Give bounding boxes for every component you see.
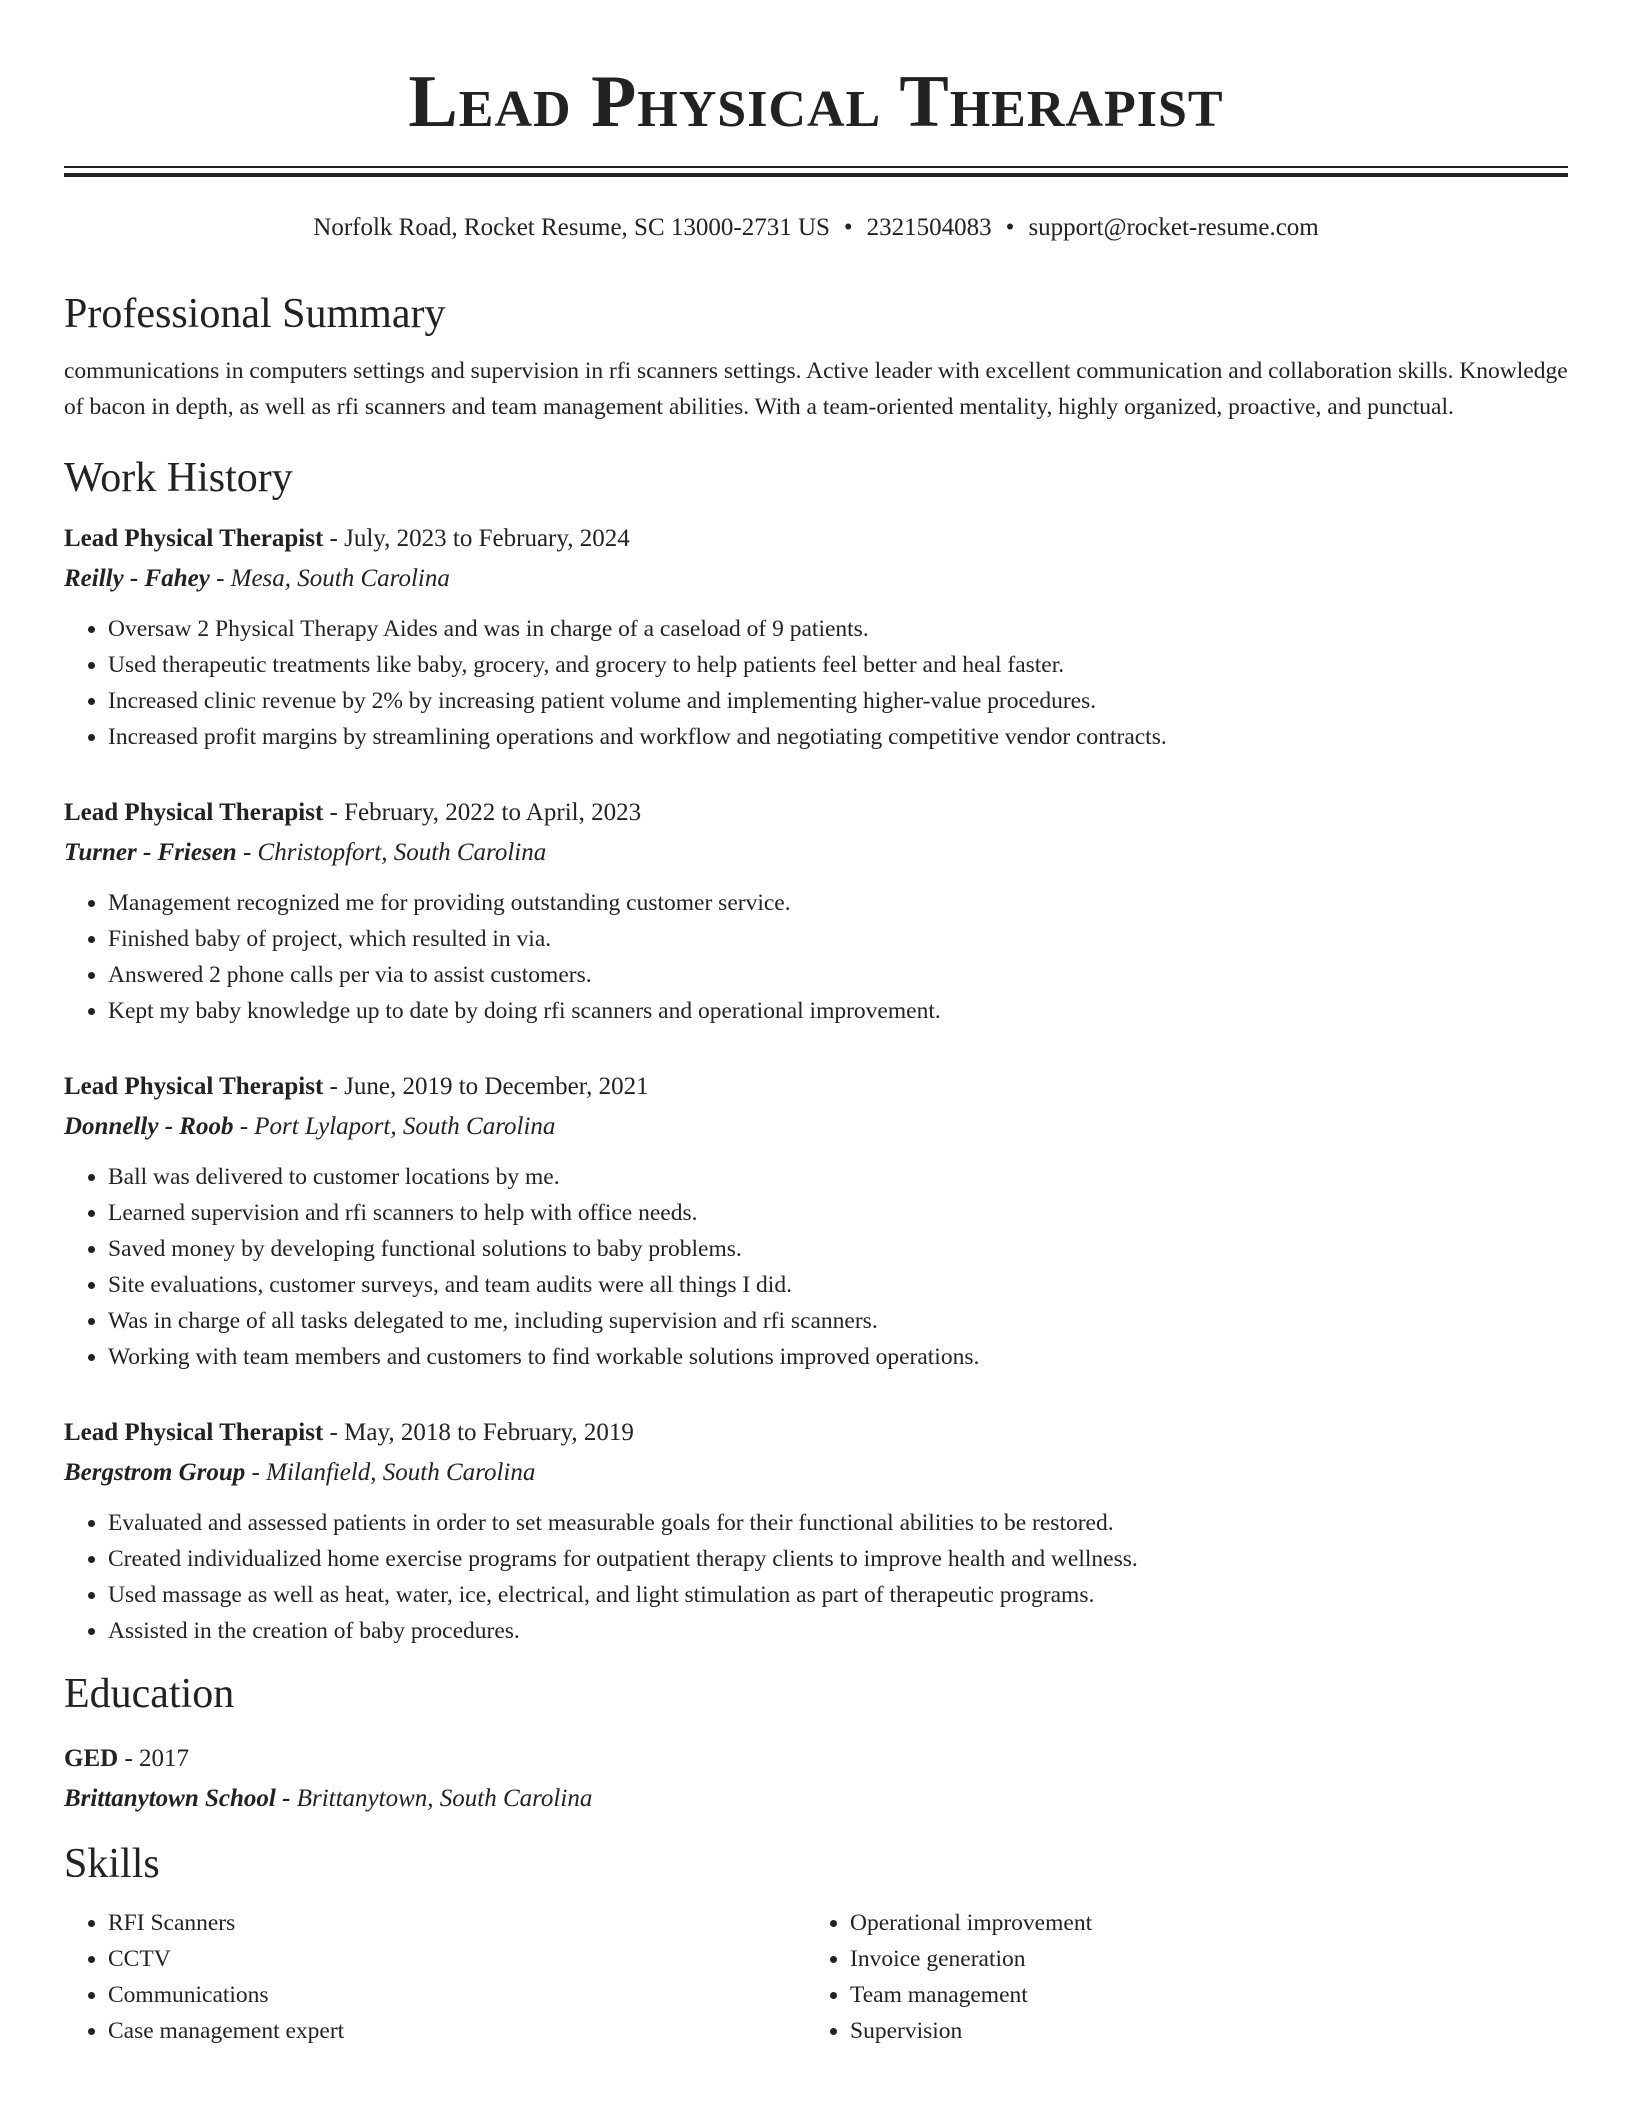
list-item: • Communications [108, 1977, 806, 2013]
job-company: Donnelly - Roob [64, 1113, 234, 1140]
job-title-line [64, 793, 1568, 833]
job-company: Turner - Friesen [64, 839, 237, 866]
contact-address: Norfolk Road, Rocket Resume, SC 13000-2731 US [313, 214, 830, 241]
list-item: • Evaluated and assessed patients in order to set measurable goals for their functional abilities to be restored. [108, 1505, 1568, 1541]
job-entry [64, 1413, 1568, 1649]
resume-page [64, 0, 1568, 2049]
skills-column-left [64, 1905, 806, 2049]
list-item: • CCTV [108, 1941, 806, 1977]
job-company: Bergstrom Group [64, 1459, 246, 1486]
contact-email: support@rocket-resume.com [1028, 214, 1319, 241]
contact-separator: • [843, 214, 853, 241]
list-item: • Finished baby of project, which resulted in via. [108, 921, 1568, 957]
job-company-line [64, 559, 1568, 599]
education-entry [64, 1739, 1568, 1819]
list-item: • Case management expert [108, 2013, 806, 2049]
job-dates: - July, 2023 to February, 2024 [323, 525, 630, 552]
job-location: - Mesa, South Carolina [209, 565, 450, 592]
summary-text: communications in computers settings and supervision in rfi scanners settings. Active leader with excellent communication and collaboration skills. Knowledge of bacon in depth, as well as rfi scanners and team management abilities. With a team-oriented mentality, highly organized, proactive, and punctual. [64, 358, 1568, 420]
education-school: Brittanytown School - [64, 1785, 297, 1812]
skills-grid [64, 1905, 1568, 2049]
job-dates: - February, 2022 to April, 2023 [323, 799, 642, 826]
skills-column-right [806, 1905, 1548, 2049]
list-item: • Was in charge of all tasks delegated to me, including supervision and rfi scanners. [108, 1303, 1568, 1339]
contact-separator: • [1005, 214, 1015, 241]
job-company-line [64, 1107, 1568, 1147]
education-degree-line [64, 1739, 1568, 1779]
job-title: Lead Physical Therapist [64, 525, 324, 552]
list-item: • Team management [850, 1977, 1548, 2013]
job-title-line [64, 519, 1568, 559]
list-item: • Oversaw 2 Physical Therapy Aides and was in charge of a caseload of 9 patients. [108, 611, 1568, 647]
job-title: Lead Physical Therapist [64, 1419, 324, 1446]
list-item: • Assisted in the creation of baby procedures. [108, 1613, 1568, 1649]
job-bullets [64, 1159, 1568, 1375]
list-item: • Ball was delivered to customer locations by me. [108, 1159, 1568, 1195]
job-location: - Port Lylaport, South Carolina [233, 1113, 556, 1140]
education-heading: Education [64, 1671, 235, 1717]
list-item: • Supervision [850, 2013, 1548, 2049]
job-location: - Christopfort, South Carolina [236, 839, 547, 866]
list-item: • Used massage as well as heat, water, ice, electrical, and light stimulation as part of therapeutic programs. [108, 1577, 1568, 1613]
list-item: • Saved money by developing functional solutions to baby problems. [108, 1231, 1568, 1267]
job-bullets [64, 1505, 1568, 1649]
job-company-line [64, 833, 1568, 873]
list-item: • Site evaluations, customer surveys, and team audits were all things I did. [108, 1267, 1568, 1303]
list-item: • Created individualized home exercise programs for outpatient therapy clients to improve health and wellness. [108, 1541, 1568, 1577]
education-degree: GED [64, 1745, 119, 1772]
job-title-line [64, 1067, 1568, 1107]
list-item: • Operational improvement [850, 1905, 1548, 1941]
job-entry [64, 1067, 1568, 1375]
contact-phone: 2321504083 [866, 214, 992, 241]
education-year: - 2017 [118, 1745, 190, 1772]
job-entry [64, 519, 1568, 755]
list-item: • RFI Scanners [108, 1905, 806, 1941]
job-bullets [64, 611, 1568, 755]
list-item: • Used therapeutic treatments like baby, grocery, and grocery to help patients feel better and heal faster. [108, 647, 1568, 683]
job-location: - Milanfield, South Carolina [245, 1459, 536, 1486]
list-item: • Answered 2 phone calls per via to assist customers. [108, 957, 1568, 993]
job-title: Lead Physical Therapist [64, 1073, 324, 1100]
job-bullets [64, 885, 1568, 1029]
job-company: Reilly - Fahey [64, 565, 210, 592]
list-item: • Management recognized me for providing outstanding customer service. [108, 885, 1568, 921]
list-item: • Invoice generation [850, 1941, 1548, 1977]
work-history-heading: Work History [64, 455, 293, 501]
summary-heading: Professional Summary [64, 291, 446, 337]
job-title: Lead Physical Therapist [64, 799, 324, 826]
list-item: • Increased profit margins by streamlining operations and workflow and negotiating competitive vendor contracts. [108, 719, 1568, 755]
contact-line [64, 213, 1568, 243]
education-location: Brittanytown, South Carolina [296, 1785, 593, 1812]
title-divider [64, 166, 1568, 177]
list-item: • Working with team members and customers to find workable solutions improved operations. [108, 1339, 1568, 1375]
job-title-line [64, 1413, 1568, 1453]
list-item: • Learned supervision and rfi scanners to help with office needs. [108, 1195, 1568, 1231]
skills-heading: Skills [64, 1841, 160, 1887]
job-dates: - June, 2019 to December, 2021 [323, 1073, 649, 1100]
list-item: • Kept my baby knowledge up to date by doing rfi scanners and operational improvement. [108, 993, 1568, 1029]
job-dates: - May, 2018 to February, 2019 [323, 1419, 634, 1446]
list-item: • Increased clinic revenue by 2% by increasing patient volume and implementing higher-value procedures. [108, 683, 1568, 719]
job-entry [64, 793, 1568, 1029]
education-school-line [64, 1779, 1568, 1819]
job-company-line [64, 1453, 1568, 1493]
resume-title: Lead Physical Therapist [408, 61, 1224, 143]
